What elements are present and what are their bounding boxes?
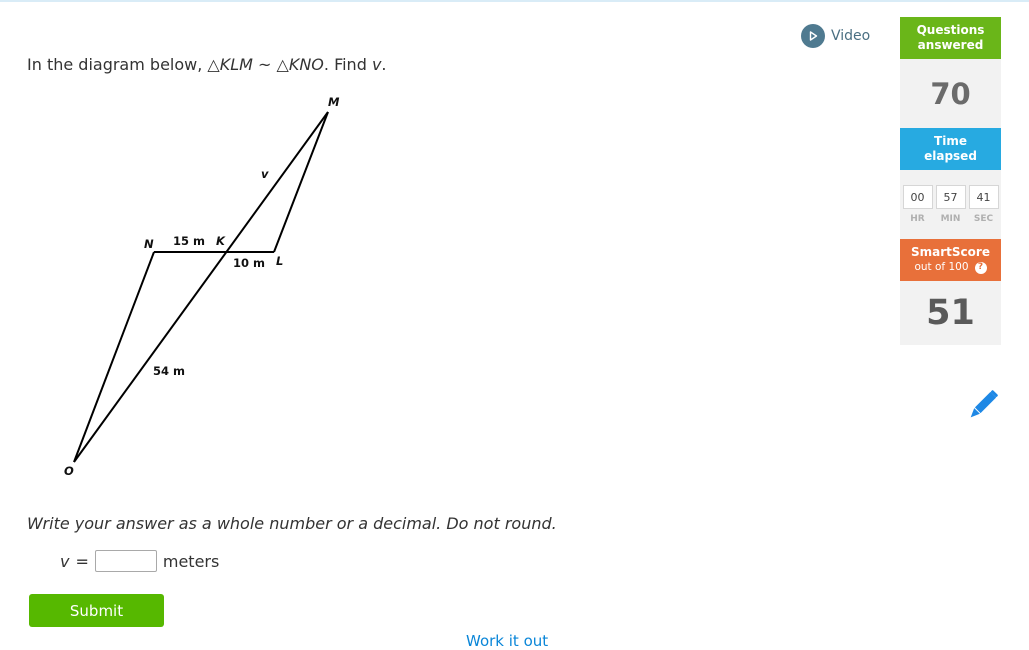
questions-answered-value: 70 [930, 76, 971, 111]
time-elapsed-header [900, 128, 1001, 170]
geometry-diagram [0, 0, 420, 500]
questions-answered-header-line1: Questions [916, 23, 985, 37]
timer-seconds-value: 41 [969, 185, 999, 209]
questions-answered-header [900, 17, 1001, 59]
segment-lm [274, 112, 328, 252]
submit-button[interactable]: Submit [29, 594, 164, 627]
video-link[interactable] [801, 24, 870, 48]
smartscore-header [900, 239, 1001, 281]
find-text: . Find [323, 55, 372, 74]
label-nk-length: 15 m [173, 234, 205, 248]
play-circle-icon [801, 24, 825, 48]
answer-equals: = [75, 551, 89, 571]
question-variable: v [371, 55, 382, 74]
smartscore-box [900, 281, 1001, 345]
timer-seconds-label: SEC [973, 214, 994, 224]
triangle-2-name: KNO [288, 55, 324, 74]
stats-sidebar [900, 17, 1001, 345]
timer-hours [903, 185, 933, 224]
label-k: K [216, 234, 225, 248]
time-elapsed-header-line2: elapsed [924, 149, 977, 163]
question-period: . [381, 55, 387, 74]
timer-hours-value: 00 [903, 185, 933, 209]
label-n: N [144, 237, 154, 251]
timer-minutes [936, 185, 966, 224]
label-o: O [64, 464, 74, 478]
segment-mo [74, 112, 328, 462]
question-prefix: In the diagram below, [27, 55, 208, 74]
timer-hours-label: HR [910, 214, 925, 224]
video-label: Video [831, 28, 871, 44]
label-m: M [328, 95, 340, 109]
pencil-icon[interactable] [962, 386, 1002, 430]
instructions-text: Write your answer as a whole number or a decimal. Do not round. [27, 514, 557, 533]
time-elapsed-box [900, 170, 1001, 239]
label-ko-length: 54 m [153, 364, 185, 378]
timer-minutes-value: 57 [936, 185, 966, 209]
similar-symbol: ~ [252, 55, 277, 74]
triangle-symbol-icon: △ [276, 55, 289, 74]
timer-seconds [969, 185, 999, 224]
smartscore-subtitle-text: out of 100 [914, 261, 969, 273]
questions-answered-header-line2: answered [917, 38, 984, 52]
work-it-out-link[interactable]: Work it out [466, 632, 549, 650]
help-icon[interactable]: ? [975, 262, 987, 274]
timer-minutes-label: MIN [940, 214, 961, 224]
label-kl-length: 10 m [233, 256, 265, 270]
label-v: v [261, 167, 269, 181]
triangle-1-name: KLM [219, 55, 253, 74]
questions-answered-box [900, 59, 1001, 128]
label-l: L [276, 254, 284, 268]
segment-no [74, 252, 154, 462]
smartscore-value: 51 [926, 293, 975, 333]
answer-variable: v [60, 551, 70, 571]
smartscore-subtitle [900, 260, 1001, 275]
answer-unit: meters [162, 551, 220, 571]
triangle-symbol-icon: △ [207, 55, 220, 74]
answer-input[interactable] [95, 550, 157, 572]
timer [903, 185, 999, 224]
time-elapsed-header-line1: Time [934, 134, 967, 148]
smartscore-title: SmartScore [911, 245, 990, 259]
answer-row [60, 550, 219, 572]
